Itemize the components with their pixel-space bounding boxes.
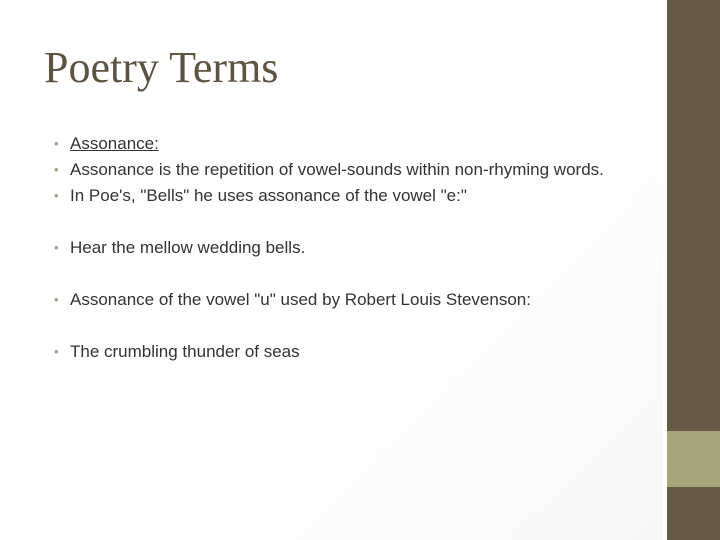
bullet-icon: • xyxy=(54,292,59,307)
list-item xyxy=(54,341,644,363)
list-item xyxy=(54,185,644,207)
side-band-accent xyxy=(667,431,720,487)
list-item xyxy=(54,159,644,181)
bullet-icon: • xyxy=(54,136,59,151)
bullet-icon: • xyxy=(54,162,59,177)
bullet-icon: • xyxy=(54,344,59,359)
list-item xyxy=(54,237,644,259)
list-item-text: Assonance: xyxy=(70,134,159,153)
list-item xyxy=(54,133,644,155)
list-item-text: Assonance is the repetition of vowel-sounds within non-rhyming words. xyxy=(70,160,604,179)
list-item-text: The crumbling thunder of seas xyxy=(70,342,300,361)
list-item xyxy=(54,289,644,311)
slide-title: Poetry Terms xyxy=(44,43,279,92)
list-item-text: In Poe's, "Bells" he uses assonance of the vowel "e:" xyxy=(70,186,467,205)
bullet-icon: • xyxy=(54,240,59,255)
bullet-list xyxy=(54,133,644,367)
bullet-icon: • xyxy=(54,188,59,203)
list-item-text: Assonance of the vowel "u" used by Robert Louis Stevenson: xyxy=(70,290,531,309)
list-item-text: Hear the mellow wedding bells. xyxy=(70,238,306,257)
